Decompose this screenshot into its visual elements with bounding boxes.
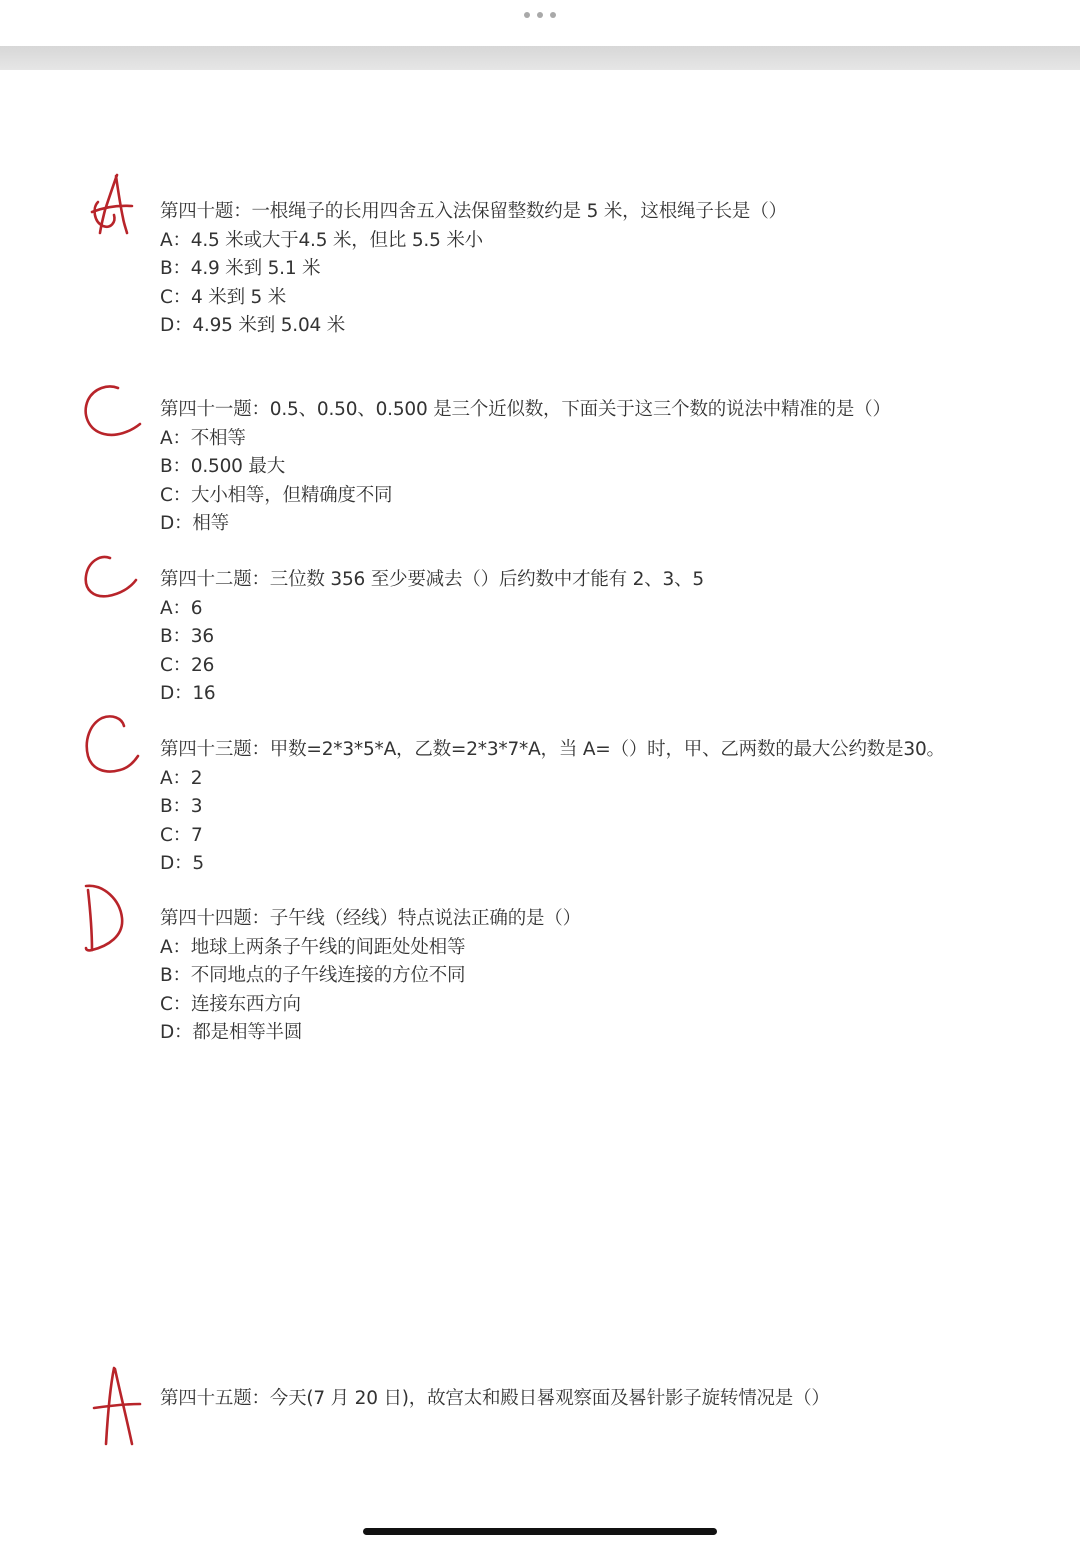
question-stem: 第四十五题：今天(7 月 20 日)，故宫太和殿日晷观察面及晷针影子旋转情况是（） <box>160 1388 830 1409</box>
handwritten-answer-a <box>88 1364 144 1450</box>
handwritten-answer-c <box>80 712 142 778</box>
option-a: A：不相等 <box>160 427 246 449</box>
option-c: C：26 <box>160 654 215 676</box>
question-stem: 第四十一题：0.5、0.50、0.500 是三个近似数，下面关于这三个数的说法中精准的是（） <box>160 399 891 420</box>
option-a: A：地球上两条子午线的间距处处相等 <box>160 936 466 958</box>
dot <box>537 12 543 18</box>
top-toolbar <box>0 0 1080 46</box>
option-d: D：相等 <box>160 513 229 534</box>
dot <box>550 12 556 18</box>
page-gutter <box>0 46 1080 70</box>
handwritten-answer-a <box>86 172 136 238</box>
option-a: A：4.5 米或大于4.5 米，但比 5.5 米小 <box>160 229 483 251</box>
question-44 <box>160 905 581 1048</box>
dot <box>524 12 530 18</box>
option-d: D：都是相等半圆 <box>160 1022 303 1043</box>
question-stem: 第四十二题：三位数 356 至少要减去（）后约数中才能有 2、3、5 <box>160 569 704 590</box>
question-45 <box>160 1385 830 1414</box>
option-d: D：4.95 米到 5.04 米 <box>160 315 346 336</box>
question-41 <box>160 396 891 539</box>
option-a: A：6 <box>160 597 203 619</box>
home-indicator[interactable] <box>363 1528 717 1535</box>
option-b: B：36 <box>160 626 214 647</box>
handwritten-answer-c <box>80 552 140 602</box>
question-40 <box>160 198 787 341</box>
more-horizontal-icon[interactable] <box>524 11 556 19</box>
option-c: C：连接东西方向 <box>160 993 301 1015</box>
option-b: B：4.9 米到 5.1 米 <box>160 258 321 279</box>
question-42 <box>160 566 704 709</box>
handwritten-answer-d <box>82 880 128 956</box>
question-stem: 第四十四题：子午线（经线）特点说法正确的是（） <box>160 908 581 929</box>
handwritten-answer-c <box>80 382 144 440</box>
option-c: C：7 <box>160 824 203 846</box>
question-stem: 第四十题：一根绳子的长用四舍五入法保留整数约是 5 米，这根绳子长是（） <box>160 201 787 222</box>
option-a: A：2 <box>160 767 203 789</box>
option-b: B：3 <box>160 796 203 817</box>
option-b: B：不同地点的子午线连接的方位不同 <box>160 965 466 986</box>
option-c: C：大小相等，但精确度不同 <box>160 484 393 506</box>
question-43 <box>160 736 945 879</box>
option-d: D：5 <box>160 853 204 874</box>
option-c: C：4 米到 5 米 <box>160 286 287 308</box>
question-stem: 第四十三题：甲数=2*3*5*A，乙数=2*3*7*A，当 A=（）时，甲、乙两数的最大公约数是30。 <box>160 739 945 760</box>
option-d: D：16 <box>160 683 216 704</box>
option-b: B：0.500 最大 <box>160 456 286 477</box>
